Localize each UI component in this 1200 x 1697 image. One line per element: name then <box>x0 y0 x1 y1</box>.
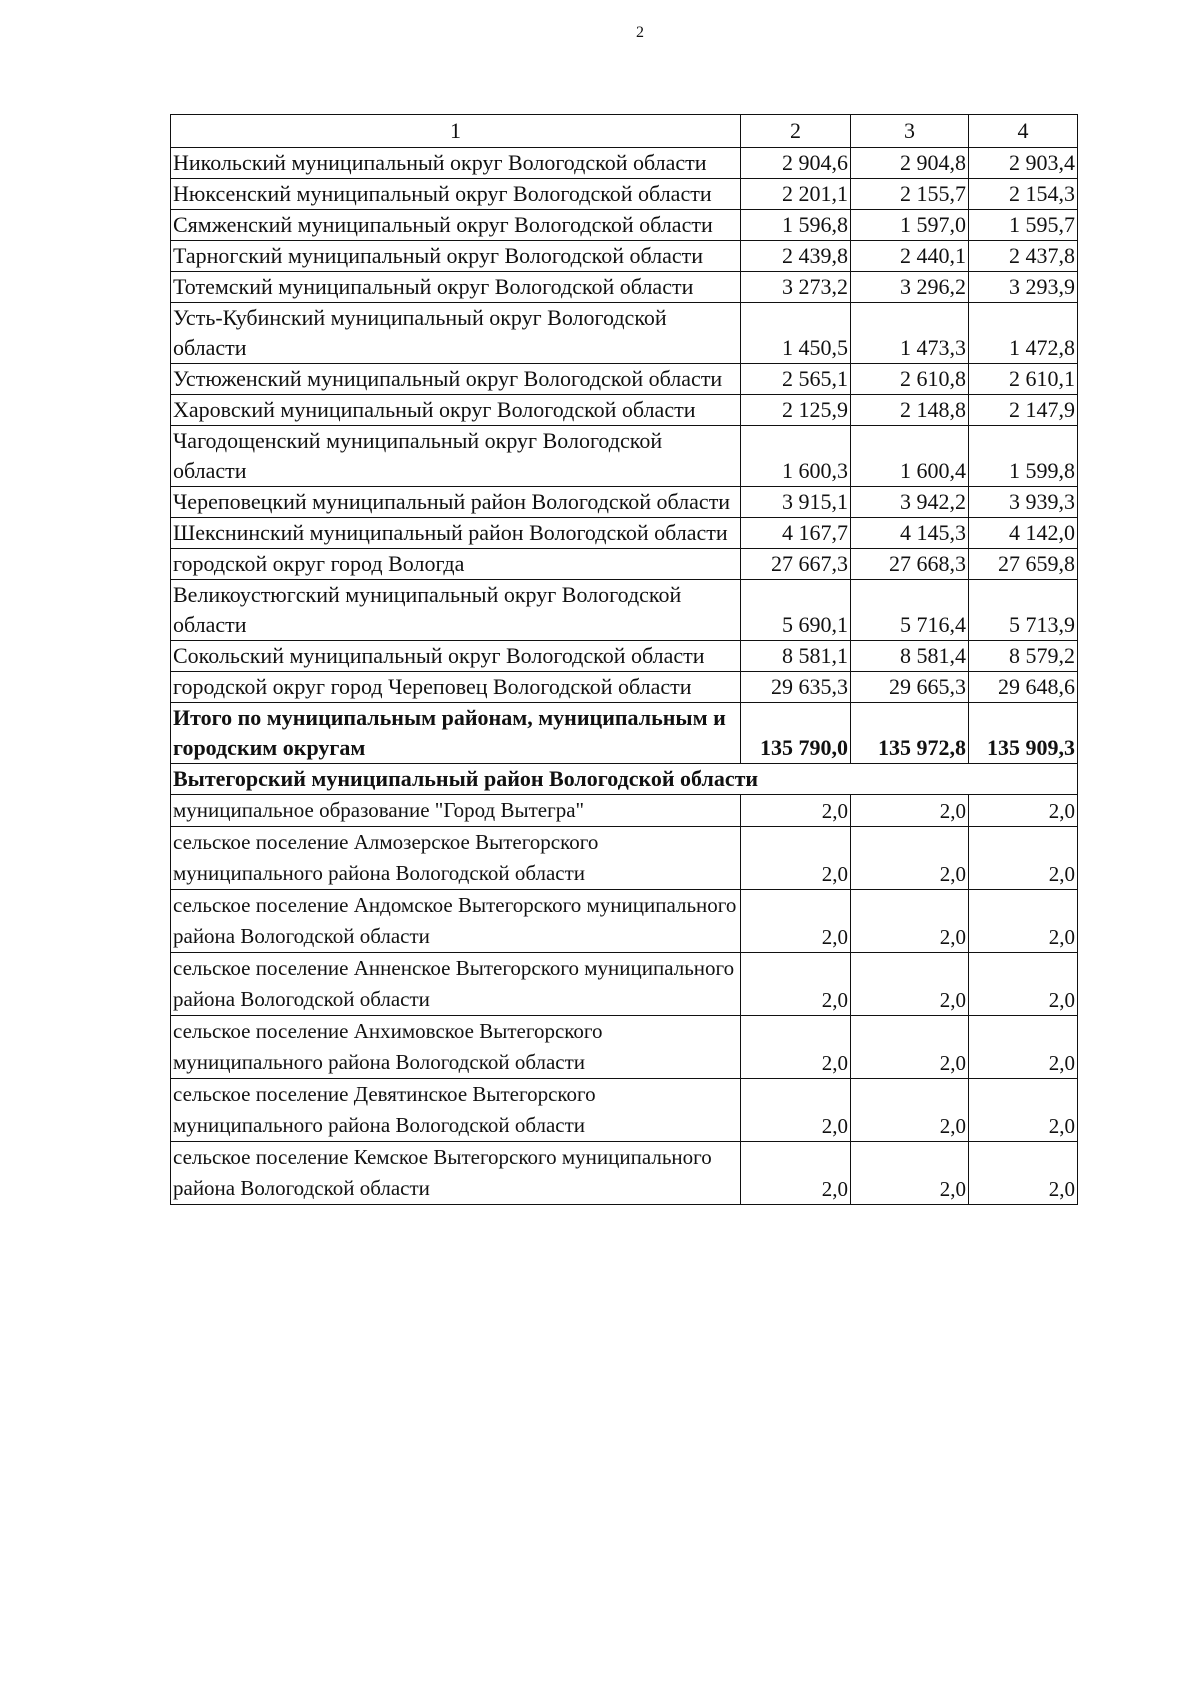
value-col-2: 2,0 <box>741 827 851 890</box>
table-row <box>171 672 1078 703</box>
column-header: 3 <box>851 115 969 148</box>
value-col-4: 4 142,0 <box>969 518 1078 549</box>
value-col-4: 2,0 <box>969 890 1078 953</box>
column-header: 2 <box>741 115 851 148</box>
column-header: 4 <box>969 115 1078 148</box>
value-col-3: 2 610,8 <box>851 364 969 395</box>
value-col-2: 8 581,1 <box>741 641 851 672</box>
value-col-2: 1 450,5 <box>741 303 851 364</box>
value-col-3: 2,0 <box>851 1142 969 1205</box>
value-col-4: 3 939,3 <box>969 487 1078 518</box>
value-col-4: 1 472,8 <box>969 303 1078 364</box>
value-col-2: 2 565,1 <box>741 364 851 395</box>
row-name: сельское поселение Анхимовское Вытегорского муниципального района Вологодской области <box>171 1016 741 1079</box>
value-col-2: 5 690,1 <box>741 580 851 641</box>
value-col-2: 2,0 <box>741 795 851 827</box>
table-row <box>171 795 1078 827</box>
table-row <box>171 241 1078 272</box>
table-row <box>171 148 1078 179</box>
value-col-2: 4 167,7 <box>741 518 851 549</box>
value-col-4: 8 579,2 <box>969 641 1078 672</box>
row-name: сельское поселение Девятинское Вытегорского муниципального района Вологодской области <box>171 1079 741 1142</box>
value-col-4: 2,0 <box>969 1079 1078 1142</box>
value-col-4: 1 599,8 <box>969 426 1078 487</box>
table-row <box>171 487 1078 518</box>
row-name: Череповецкий муниципальный район Вологодской области <box>171 487 741 518</box>
value-col-3: 2 155,7 <box>851 179 969 210</box>
value-col-3: 2,0 <box>851 1016 969 1079</box>
value-col-3: 1 597,0 <box>851 210 969 241</box>
value-col-2: 2 904,6 <box>741 148 851 179</box>
value-col-2: 135 790,0 <box>741 703 851 764</box>
table-header-row <box>171 115 1078 148</box>
table-row <box>171 364 1078 395</box>
row-name: Никольский муниципальный округ Вологодской области <box>171 148 741 179</box>
row-name: городской округ город Вологда <box>171 549 741 580</box>
value-col-3: 1 600,4 <box>851 426 969 487</box>
table-row <box>171 953 1078 1016</box>
value-col-3: 2,0 <box>851 953 969 1016</box>
value-col-4: 2,0 <box>969 1142 1078 1205</box>
table-row <box>171 426 1078 487</box>
row-name: Чагодощенский муниципальный округ Вологодской области <box>171 426 741 487</box>
value-col-4: 135 909,3 <box>969 703 1078 764</box>
value-col-3: 5 716,4 <box>851 580 969 641</box>
row-name: Сямженский муниципальный округ Вологодской области <box>171 210 741 241</box>
table-row <box>171 303 1078 364</box>
row-name: сельское поселение Алмозерское Вытегорского муниципального района Вологодской области <box>171 827 741 890</box>
page-number: 2 <box>636 24 644 41</box>
section-title: Вытегорский муниципальный район Вологодской области <box>171 764 1078 795</box>
value-col-2: 2,0 <box>741 953 851 1016</box>
value-col-3: 2 440,1 <box>851 241 969 272</box>
value-col-4: 2 903,4 <box>969 148 1078 179</box>
row-name: Тотемский муниципальный округ Вологодской области <box>171 272 741 303</box>
table-row <box>171 1079 1078 1142</box>
value-col-3: 8 581,4 <box>851 641 969 672</box>
value-col-3: 3 296,2 <box>851 272 969 303</box>
row-name: сельское поселение Андомское Вытегорского муниципального района Вологодской области <box>171 890 741 953</box>
value-col-2: 2,0 <box>741 1079 851 1142</box>
value-col-2: 2,0 <box>741 1016 851 1079</box>
value-col-2: 27 667,3 <box>741 549 851 580</box>
value-col-3: 2,0 <box>851 827 969 890</box>
value-col-3: 2 904,8 <box>851 148 969 179</box>
value-col-4: 1 595,7 <box>969 210 1078 241</box>
table-row <box>171 1142 1078 1205</box>
value-col-2: 2 125,9 <box>741 395 851 426</box>
table-row <box>171 179 1078 210</box>
row-name: Шекснинский муниципальный район Вологодской области <box>171 518 741 549</box>
value-col-4: 2,0 <box>969 1016 1078 1079</box>
value-col-2: 1 600,3 <box>741 426 851 487</box>
table-row <box>171 890 1078 953</box>
row-name: Сокольский муниципальный округ Вологодской области <box>171 641 741 672</box>
row-name: муниципальное образование "Город Вытегра" <box>171 795 741 827</box>
row-name: Харовский муниципальный округ Вологодской области <box>171 395 741 426</box>
value-col-2: 2 201,1 <box>741 179 851 210</box>
value-col-2: 2,0 <box>741 1142 851 1205</box>
value-col-4: 29 648,6 <box>969 672 1078 703</box>
table-row <box>171 518 1078 549</box>
row-name: Великоустюгский муниципальный округ Вологодской области <box>171 580 741 641</box>
table-row <box>171 272 1078 303</box>
row-name: городской округ город Череповец Вологодской области <box>171 672 741 703</box>
table-row <box>171 641 1078 672</box>
value-col-4: 2,0 <box>969 953 1078 1016</box>
value-col-3: 2,0 <box>851 1079 969 1142</box>
value-col-3: 29 665,3 <box>851 672 969 703</box>
column-header: 1 <box>171 115 741 148</box>
value-col-2: 1 596,8 <box>741 210 851 241</box>
value-col-3: 3 942,2 <box>851 487 969 518</box>
value-col-4: 2,0 <box>969 795 1078 827</box>
table-row <box>171 549 1078 580</box>
row-name: Устюженский муниципальный округ Вологодской области <box>171 364 741 395</box>
value-col-4: 2 154,3 <box>969 179 1078 210</box>
table-row <box>171 580 1078 641</box>
table-row <box>171 395 1078 426</box>
value-col-2: 3 915,1 <box>741 487 851 518</box>
value-col-4: 2 610,1 <box>969 364 1078 395</box>
budget-table <box>170 114 1078 1205</box>
table-row <box>171 1016 1078 1079</box>
total-row <box>171 703 1078 764</box>
row-name: Усть-Кубинский муниципальный округ Вологодской области <box>171 303 741 364</box>
row-name: сельское поселение Кемское Вытегорского муниципального района Вологодской области <box>171 1142 741 1205</box>
row-name: Итого по муниципальным районам, муниципальным и городским округам <box>171 703 741 764</box>
value-col-3: 4 145,3 <box>851 518 969 549</box>
value-col-2: 2,0 <box>741 890 851 953</box>
value-col-3: 1 473,3 <box>851 303 969 364</box>
value-col-4: 27 659,8 <box>969 549 1078 580</box>
value-col-3: 27 668,3 <box>851 549 969 580</box>
value-col-4: 2 437,8 <box>969 241 1078 272</box>
value-col-3: 2,0 <box>851 795 969 827</box>
section-header-row <box>171 764 1078 795</box>
table-row <box>171 827 1078 890</box>
row-name: Нюксенский муниципальный округ Вологодской области <box>171 179 741 210</box>
value-col-2: 2 439,8 <box>741 241 851 272</box>
value-col-4: 3 293,9 <box>969 272 1078 303</box>
row-name: Тарногский муниципальный округ Вологодской области <box>171 241 741 272</box>
row-name: сельское поселение Анненское Вытегорского муниципального района Вологодской области <box>171 953 741 1016</box>
value-col-4: 5 713,9 <box>969 580 1078 641</box>
value-col-4: 2,0 <box>969 827 1078 890</box>
value-col-3: 2 148,8 <box>851 395 969 426</box>
table-row <box>171 210 1078 241</box>
value-col-3: 2,0 <box>851 890 969 953</box>
value-col-3: 135 972,8 <box>851 703 969 764</box>
value-col-2: 29 635,3 <box>741 672 851 703</box>
value-col-2: 3 273,2 <box>741 272 851 303</box>
value-col-4: 2 147,9 <box>969 395 1078 426</box>
